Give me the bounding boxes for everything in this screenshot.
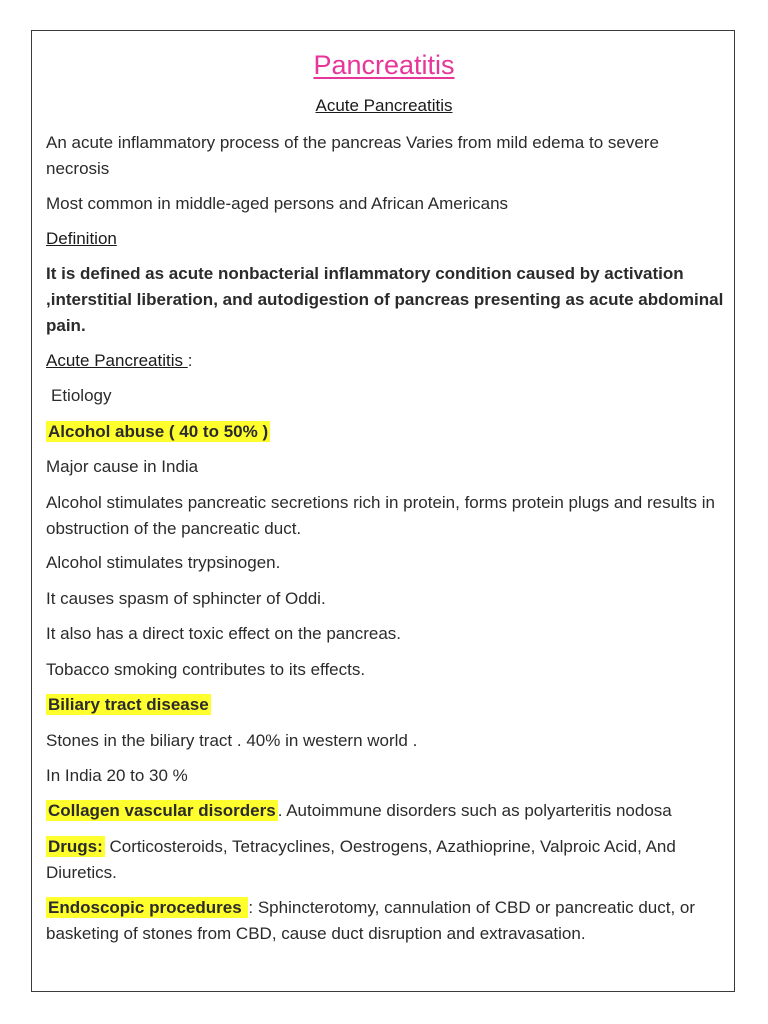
definition-heading: Definition xyxy=(46,229,117,248)
intro-paragraph-1: An acute inflammatory process of the pancreas Varies from mild edema to severe necrosis xyxy=(46,133,659,178)
alcohol-point: Tobacco smoking contributes to its effects. xyxy=(46,660,366,679)
alcohol-heading-line xyxy=(46,419,726,445)
definition-heading-line xyxy=(46,226,726,252)
biliary-point: In India 20 to 30 % xyxy=(46,766,188,785)
alcohol-heading: Alcohol abuse ( 40 to 50% ) xyxy=(48,422,269,441)
acute-heading: Acute Pancreatitis xyxy=(46,351,188,370)
alcohol-point: Alcohol stimulates pancreatic secretions rich in protein, forms protein plugs and results in obstruction of the pancreatic duct. xyxy=(46,493,715,538)
alcohol-point: Alcohol stimulates trypsinogen. xyxy=(46,553,281,572)
drugs-line xyxy=(46,834,726,886)
intro-paragraph-2: Most common in middle-aged persons and African Americans xyxy=(46,194,509,213)
collagen-text: . Autoimmune disorders such as polyarteritis nodosa xyxy=(277,801,672,820)
drugs-text: Corticosteroids, Tetracyclines, Oestrogens, Azathioprine, Valproic Acid, And Diuretics. xyxy=(46,837,676,882)
collagen-heading: Collagen vascular disorders xyxy=(48,801,276,820)
alcohol-point: It causes spasm of sphincter of Oddi. xyxy=(46,589,326,608)
collagen-line xyxy=(46,798,726,824)
endoscopic-text: : Sphincterotomy, cannulation of CBD or pancreatic duct, or basketing of stones from CBD, cause duct disruption and extravasation. xyxy=(46,898,696,943)
drugs-heading: Drugs: xyxy=(48,837,103,856)
document-subtitle: Acute Pancreatitis xyxy=(315,96,453,115)
definition-text: It is defined as acute nonbacterial inflammatory condition caused by activation ,interstitial liberation, and autodigestion of pancreas presenting as acute abdominal pain. xyxy=(46,264,724,335)
alcohol-point: Major cause in India xyxy=(46,457,199,476)
endoscopic-heading: Endoscopic procedures xyxy=(48,898,247,917)
acute-heading-colon: : xyxy=(187,351,193,370)
biliary-point: Stones in the biliary tract . 40% in western world . xyxy=(46,731,418,750)
biliary-heading-line xyxy=(46,692,726,718)
document-title: Pancreatitis xyxy=(313,50,455,80)
acute-heading-line xyxy=(46,348,726,374)
etiology-label: Etiology xyxy=(51,386,112,405)
endoscopic-line xyxy=(46,895,726,947)
alcohol-point: It also has a direct toxic effect on the pancreas. xyxy=(46,624,401,643)
biliary-heading: Biliary tract disease xyxy=(48,695,209,714)
